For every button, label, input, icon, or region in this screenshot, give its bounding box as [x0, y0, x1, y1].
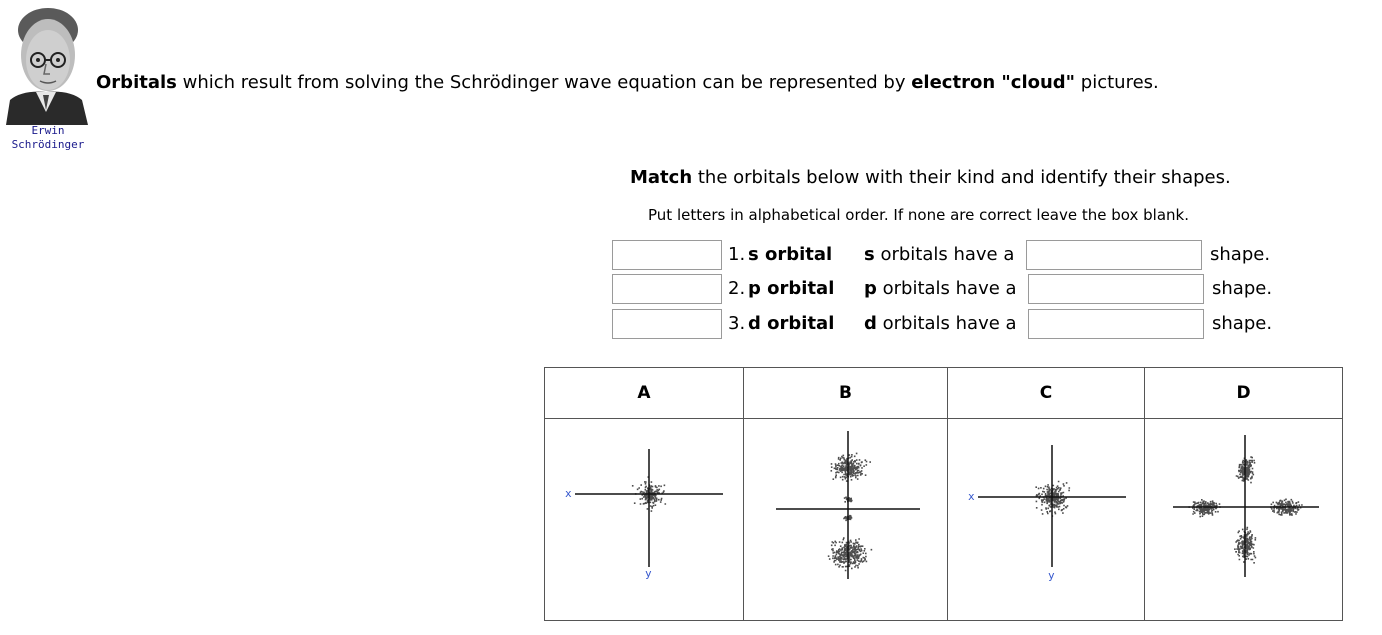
column-header-b: B — [744, 368, 948, 419]
question-label-1: s orbital — [748, 244, 833, 265]
shape-letter-2: p — [864, 278, 877, 299]
instructions-text: the orbitals below with their kind and identify their shapes. — [692, 167, 1231, 188]
cloud-dots-b — [828, 453, 872, 572]
answer-input-2[interactable] — [612, 274, 722, 304]
question-row-1 — [612, 240, 1312, 272]
shape-prompt-2 — [864, 278, 1017, 299]
instructions-bold-match: Match — [630, 167, 693, 188]
portrait-caption — [0, 124, 96, 152]
question-number-2: 2. — [728, 278, 746, 299]
orbital-table — [544, 367, 1343, 621]
orbital-image-a — [545, 419, 744, 620]
intro-text-2: pictures. — [1075, 72, 1159, 93]
shape-post-text-2: shape. — [1212, 278, 1273, 299]
shape-pre-text-2: orbitals have a — [876, 278, 1017, 299]
question-number-1: 1. — [728, 244, 746, 265]
answer-input-3[interactable] — [612, 309, 722, 339]
shape-letter-1: s — [864, 244, 875, 265]
axis-label-x-c: x — [968, 490, 975, 503]
shape-input-2[interactable] — [1028, 274, 1204, 304]
schrodinger-portrait — [0, 0, 92, 125]
question-row-2 — [612, 274, 1312, 306]
shape-input-3[interactable] — [1028, 309, 1204, 339]
column-header-a: A — [545, 368, 744, 419]
instructions — [630, 167, 1231, 188]
column-header-d: D — [1145, 368, 1342, 419]
caption-last-name: Schrödinger — [11, 138, 85, 151]
shape-prompt-3 — [864, 313, 1017, 334]
orbital-image-c — [948, 419, 1145, 620]
orbital-image-b — [744, 419, 948, 620]
question-label-3: d orbital — [748, 313, 835, 334]
question-label-2: p orbital — [748, 278, 835, 299]
intro-bold-cloud: electron "cloud" — [911, 72, 1076, 93]
intro-bold-orbitals: Orbitals — [96, 72, 177, 93]
intro-sentence — [96, 72, 1159, 93]
answer-input-1[interactable] — [612, 240, 722, 270]
shape-post-text-3: shape. — [1212, 313, 1273, 334]
caption-first-name: Erwin — [31, 124, 65, 137]
axis-label-y-a: y — [645, 567, 652, 580]
ordering-note: Put letters in alphabetical order. If none are correct leave the box blank. — [648, 206, 1189, 224]
intro-text-1: which result from solving the Schrödinger wave equation can be represented by — [176, 72, 912, 93]
axis-label-y-c: y — [1048, 569, 1055, 582]
shape-prompt-1 — [864, 244, 1014, 265]
column-header-c: C — [948, 368, 1145, 419]
orbital-image-d — [1145, 419, 1342, 620]
shape-pre-text-3: orbitals have a — [876, 313, 1017, 334]
shape-pre-text-1: orbitals have a — [874, 244, 1015, 265]
shape-post-text-1: shape. — [1210, 244, 1271, 265]
question-row-3 — [612, 309, 1312, 341]
question-number-3: 3. — [728, 313, 746, 334]
shape-input-1[interactable] — [1026, 240, 1202, 270]
shape-letter-3: d — [864, 313, 877, 334]
axis-label-x-a: x — [565, 487, 572, 500]
